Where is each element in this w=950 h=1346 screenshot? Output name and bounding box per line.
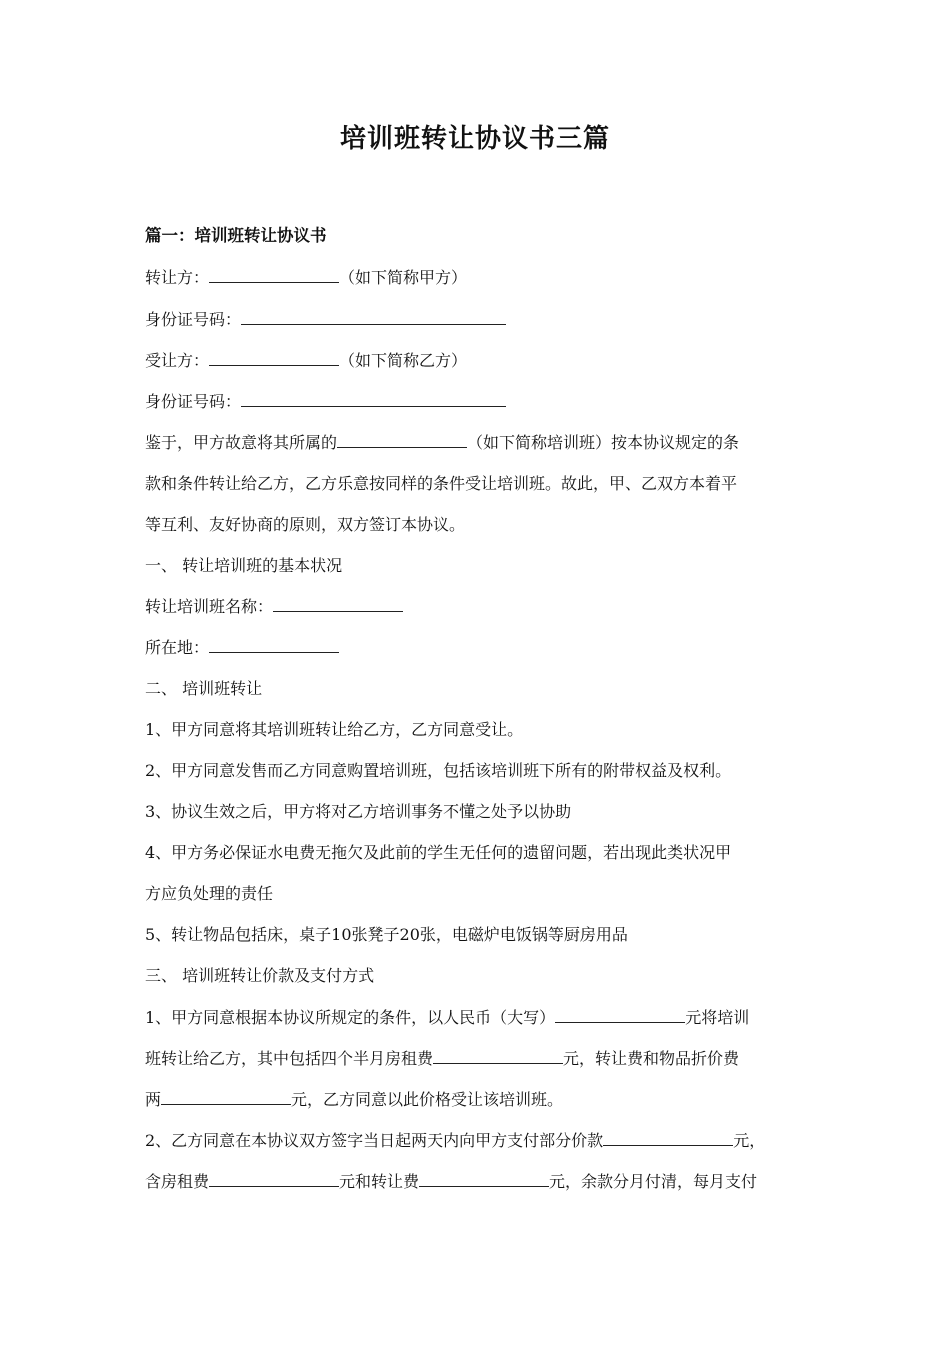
location-blank	[209, 638, 339, 653]
clause: 4、甲方务必保证水电费无拖欠及此前的学生无任何的遗留问题，若出现此类状况甲	[145, 843, 732, 862]
partial-payment-blank	[603, 1131, 733, 1146]
transferee-line	[145, 351, 467, 371]
class-blank	[337, 433, 467, 448]
class-name-line	[145, 597, 403, 617]
location-label: 所在地：	[145, 638, 210, 657]
clause-text: 含房租费	[145, 1172, 210, 1191]
rent-blank	[433, 1049, 563, 1064]
transferor-label: 转让方：	[145, 268, 210, 287]
fee-blank	[161, 1090, 291, 1105]
price-line-3	[145, 1090, 563, 1110]
transferee-id-blank	[241, 392, 506, 407]
clause-text: 2、乙方同意在本协议双方签字当日起两天内向甲方支付部分价款	[145, 1131, 604, 1150]
fee-payment-blank	[419, 1172, 549, 1187]
intro-text: 鉴于，甲方故意将其所属的	[145, 433, 338, 452]
clause-text: 两	[145, 1090, 162, 1109]
transferor-id-blank	[241, 310, 506, 325]
clause-text: 元，乙方同意以此价格受让该培训班。	[291, 1090, 564, 1109]
payment-line-1	[145, 1131, 765, 1151]
clause-text: 元将培训	[685, 1008, 750, 1027]
clause-text: 元，	[733, 1131, 766, 1150]
item-heading: 二、 培训班转让	[145, 679, 263, 698]
item-heading: 一、 转让培训班的基本状况	[145, 556, 343, 575]
clause-text: 班转让给乙方，其中包括四个半月房租费	[145, 1049, 434, 1068]
id-label: 身份证号码：	[145, 392, 242, 411]
payment-line-2	[145, 1172, 757, 1192]
transferee-suffix: （如下简称乙方）	[339, 351, 468, 370]
transferor-line	[145, 268, 467, 288]
price-line-1	[145, 1008, 749, 1028]
section-heading: 篇一：培训班转让协议书	[145, 226, 327, 245]
clause-text: 1、甲方同意根据本协议所规定的条件，以人民币（大写）	[145, 1008, 556, 1027]
location-line	[145, 638, 339, 658]
rent-payment-blank	[209, 1172, 339, 1187]
item-heading: 三、 培训班转让价款及支付方式	[145, 966, 375, 985]
clause-continued: 方应负处理的责任	[145, 884, 274, 903]
clause-text: 元，余款分月付清，每月支付	[549, 1172, 758, 1191]
total-price-blank	[555, 1008, 685, 1023]
transferee-blank	[209, 351, 339, 366]
clause: 5、转让物品包括床，桌子10张凳子20张，电磁炉电饭锅等厨房用品	[145, 925, 628, 944]
class-name-blank	[273, 597, 403, 612]
transferee-id-line	[145, 392, 506, 412]
intro-line-3: 等互利、友好协商的原则，双方签订本协议。	[145, 515, 466, 534]
clause: 1、甲方同意将其培训班转让给乙方，乙方同意受让。	[145, 720, 524, 739]
clause-text: 元，转让费和物品折价费	[563, 1049, 740, 1068]
intro-line-1	[145, 433, 739, 453]
clause-text: 元和转让费	[339, 1172, 420, 1191]
document-title: 培训班转让协议书三篇	[339, 124, 610, 154]
transferor-suffix: （如下简称甲方）	[339, 268, 468, 287]
clause: 2、甲方同意发售而乙方同意购置培训班，包括该培训班下所有的附带权益及权利。	[145, 761, 732, 780]
class-name-label: 转让培训班名称：	[145, 597, 274, 616]
clause: 3、协议生效之后，甲方将对乙方培训事务不懂之处予以协助	[145, 802, 572, 821]
id-label: 身份证号码：	[145, 310, 242, 329]
intro-text: （如下简称培训班）按本协议规定的条	[467, 433, 740, 452]
transferor-id-line	[145, 310, 506, 330]
transferor-blank	[209, 268, 339, 283]
intro-line-2: 款和条件转让给乙方，乙方乐意按同样的条件受让培训班。故此，甲、乙双方本着平	[145, 474, 738, 493]
transferee-label: 受让方：	[145, 351, 210, 370]
price-line-2	[145, 1049, 739, 1069]
